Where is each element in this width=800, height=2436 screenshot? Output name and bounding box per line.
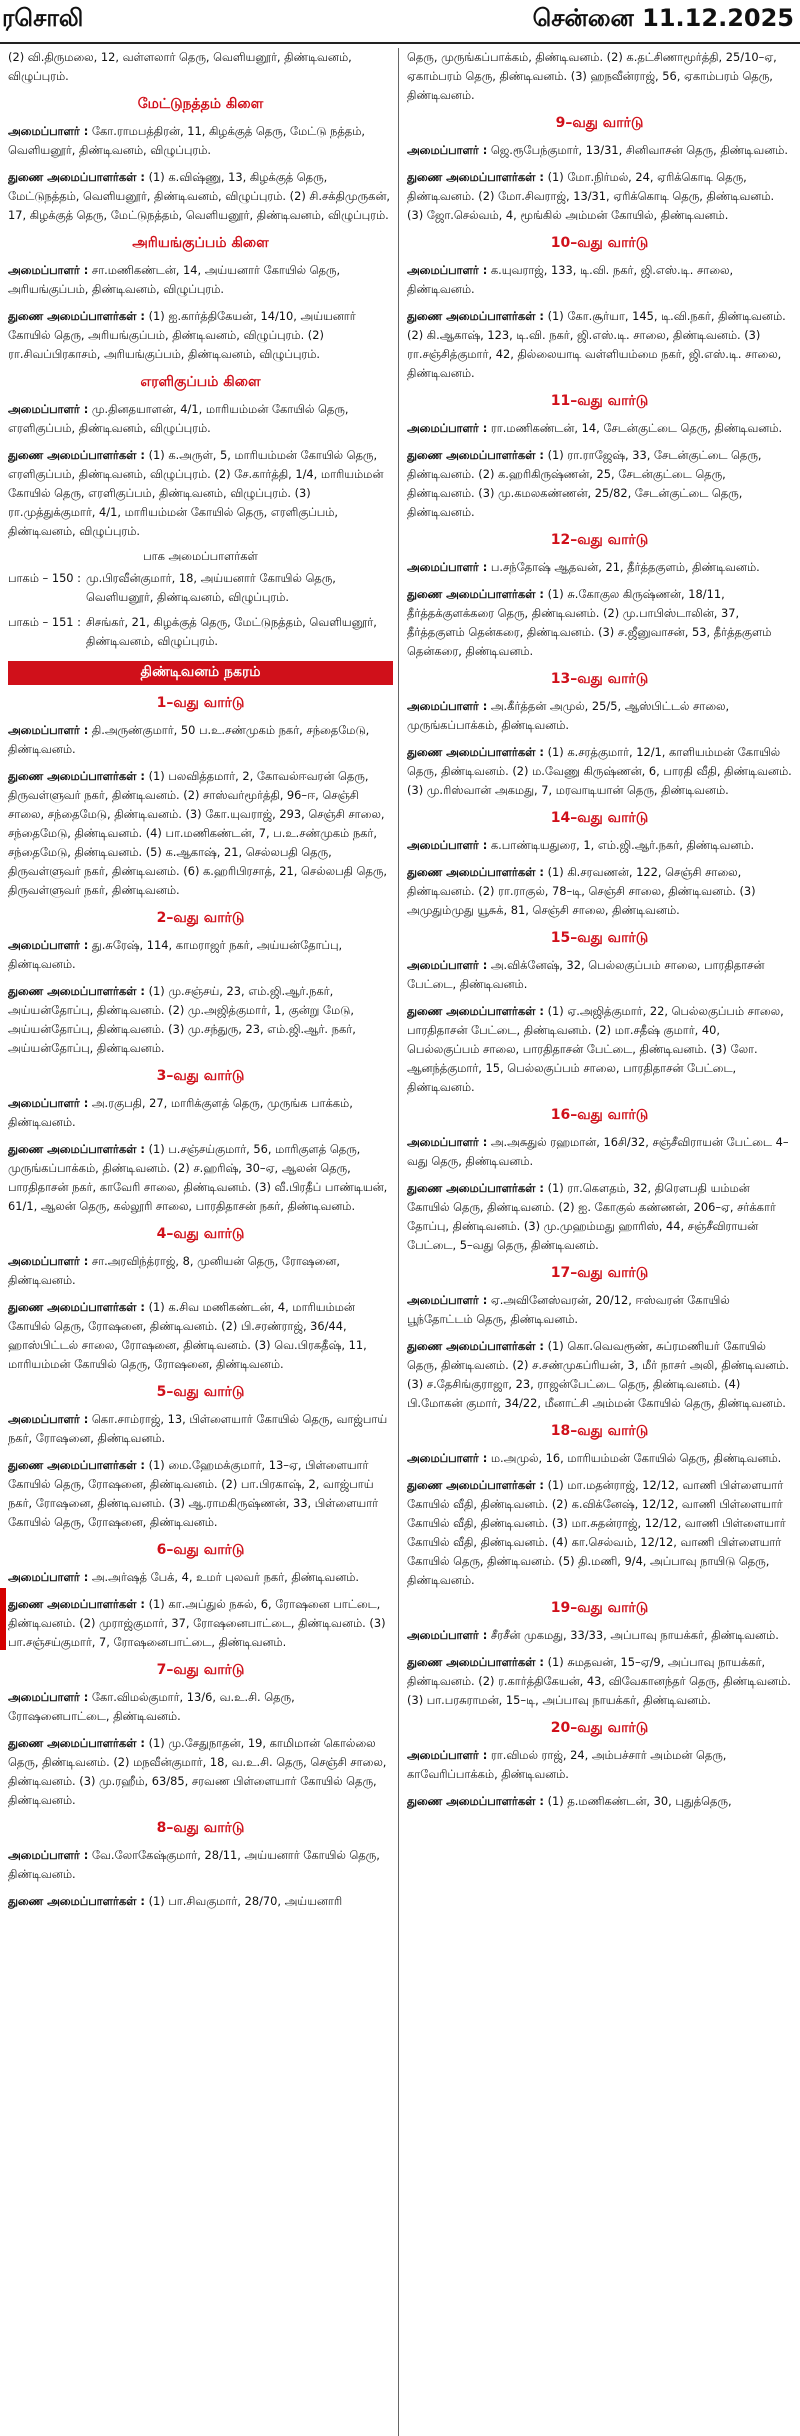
member-entry (407, 558, 792, 577)
section-heading: 9–வது வார்டு (555, 115, 644, 131)
entry-text: (1) ஏ.அஜித்குமார், 22, பெல்லகுப்பம் சாலை, பாரதிதாசன் பேட்டை, திண்டிவனம். (2) மா.சதீஷ் குமார், 40, பெல்லகுப்பம் சாலை, பாரதிதாசன் பேட்டை, திண்டிவனம். (3) லோ. ஆனந்த்குமார், 15, பெல்லகுப்பம் சாலை, பாரதிதாசன் பேட்டை, திண்டிவனம். (407, 1004, 784, 1094)
entry-text: சீரசீன் முகமது, 33/33, அப்பாவு நாயக்கர், திண்டிவனம். (490, 1628, 779, 1642)
entry-text: சா.மணிகண்டன், 14, அய்யனார் கோயில் தெரு, அரியங்குப்பம், திண்டிவனம், விழுப்புரம். (8, 263, 341, 296)
entry-text: ரா.விமல் ராஜ், 24, அம்பச்சார் அம்மன் தெரு, காவேரிப்பாக்கம், திண்டிவனம். (407, 1748, 727, 1781)
member-entry (407, 743, 792, 800)
role-label: துணை அமைப்பாளர்கள் : (8, 984, 145, 998)
entry-text: தெரு, முருங்கப்பாக்கம், திண்டிவனம். (2) க.தட்சிணாமூர்த்தி, 25/10–ஏ, ஏகாம்பரம் தெரு, திண்டிவனம். (3) ஹநவீன்ராஜ், 56, ஏகாம்பரம் தெரு, திண்டிவனம். (407, 50, 777, 102)
member-entry (8, 1595, 393, 1652)
role-label: அமைப்பாளர் : (8, 263, 89, 277)
entry-text: (1) க.விஷ்ணு, 13, கிழக்குத் தெரு, மேட்டுநத்தம், வெளியனூர், திண்டிவனம், விழுப்புரம். (2) சி.சக்திமுருகன், 17, கிழக்குத் தெரு, மேட்டுநத்தம், வெளியனூர், திண்டிவனம், விழுப்புரம். (8, 170, 391, 222)
entry-text: (1) க.சிவ மணிகண்டன், 4, மாரியம்மன் கோயில் தெரு, ரோஷனை, திண்டிவனம். (2) பி.சரண்ராஜ், 36/44, ஹாஸ்பிட்டல் சாலை, ரோஷனை, திண்டிவனம். (3) வெ.பிரகதீஷ், 11, மாரியம்மன் கோயில் தெரு, ரோஷனை, திண்டிவனம். (8, 1300, 367, 1371)
section-heading: 13–வது வார்டு (550, 671, 649, 687)
edition-date: சென்னை 11.12.2025 (532, 4, 794, 32)
section-heading: 18–வது வார்டு (550, 1423, 649, 1439)
role-label: துணை அமைப்பாளர்கள் : (8, 170, 145, 184)
entry-text: சா.அரவிந்த்ராஜ், 8, முனியன் தெரு, ரோஷனை, திண்டிவனம். (8, 1254, 340, 1287)
entry-text: அ.விக்னேஷ், 32, பெல்லகுப்பம் சாலை, பாரதிதாசன் பேட்டை, திண்டிவனம். (407, 958, 765, 991)
entry-text: (1) கா.அப்துல் நசுல், 6, ரோஷனை பாட்டை, திண்டிவனம். (2) முராஜ்குமார், 37, ரோஷனைபாட்டை, திண்டிவனம். (3) பா.சஞ்சய்குமார், 7, ரோஷனைபாட்டை, திண்டிவனம். (8, 1597, 386, 1649)
role-label: அமைப்பாளர் : (8, 1690, 89, 1704)
role-label: அமைப்பாளர் : (8, 124, 89, 138)
role-label: அமைப்பாளர் : (407, 1451, 488, 1465)
role-label: அமைப்பாளர் : (8, 1570, 89, 1584)
entry-text: மு.தினதயாளன், 4/1, மாரியம்மன் கோயில் தெரு, எரளிகுப்பம், திண்டிவனம், விழுப்புரம். (8, 402, 349, 435)
member-entry (407, 1337, 792, 1413)
role-label: அமைப்பாளர் : (8, 1096, 89, 1110)
member-entry (8, 1734, 393, 1810)
column-divider (398, 48, 399, 2436)
entry-text: (1) கோ.சூர்யா, 145, டி.வி.நகர், திண்டிவனம். (2) கி.ஆகாஷ், 123, டி.வி. நகர், ஜி.எஸ்.டி. சாலை, திண்டிவனம். (3) ரா.சஞ்சித்குமார், 42, தில்லையாடி வள்ளியம்மை நகர், ஜி.எஸ்.டி. சாலை, திண்டிவனம். (407, 309, 786, 380)
role-label: அமைப்பாளர் : (8, 723, 89, 737)
member-entry (407, 1179, 792, 1255)
entry-text: கொ.சாம்ராஜ், 13, பிள்ளையார் கோயில் தெரு, வாஜ்பாய் நகர், ரோஷனை, திண்டிவனம். (8, 1412, 388, 1445)
role-label: துணை அமைப்பாளர்கள் : (8, 1300, 145, 1314)
role-label: அமைப்பாளர் : (407, 1135, 488, 1149)
section-heading: 12–வது வார்டு (550, 532, 649, 548)
entry-text: (1) கொ.வெவரூண், சுப்ரமணியர் கோயில் தெரு, திண்டிவனம். (2) ச.சண்முகப்ரியன், 3, மீர் நாசர் அலி, திண்டிவனம். (3) ச.தேசிங்குராஜா, 23, ராஜன்பேட்டை தெரு, திண்டிவனம். (4) பி.மோகன் குமார், 34/22, மீனாட்சி அம்மன் கோயில் தெரு, திண்டிவனம். (407, 1339, 790, 1410)
member-entry (407, 168, 792, 225)
role-label: துணை அமைப்பாளர்கள் : (407, 745, 544, 759)
member-entry (407, 419, 792, 438)
entry-text: (1) பலவித்தமார், 2, கோவல்ஈவரன் தெரு, திருவள்ளுவர் நகர், திண்டிவனம். (2) சாஸ்வர்மூர்த்தி, 96–ஈ, செஞ்சி சாலை, சந்தைமேடு, திண்டிவனம். (3) கோ.யுவராஜ், 293, செஞ்சி சாலை, சந்தைமேடு, திண்டிவனம். (4) பா.மணிகண்டன், 7, ப.உ.சண்முகம் நகர், சந்தைமேடு, திண்டிவனம். (5) க.ஆகாஷ், 21, செல்லபதி தெரு, திருவள்ளுவர் நகர், திண்டிவனம். (6) க.ஹரிபிரசாத், 21, செல்லபதி தெரு, திருவள்ளுவர் நகர், திண்டிவனம். (8, 769, 387, 897)
role-label: அமைப்பாளர் : (8, 1848, 89, 1862)
member-entry (407, 261, 792, 299)
member-entry (8, 721, 393, 759)
entry-text: கோ.ராமபத்திரன், 11, கிழக்குத் தெரு, மேட்டு நத்தம், வெளியனூர், திண்டிவனம், விழுப்புரம். (8, 124, 365, 157)
entry-text: (1) மு.சேதுநாதன், 19, காமிமான் கொல்லை தெரு, திண்டிவனம். (2) மநவீன்குமார், 18, வ.உ.சி. தெரு, செஞ்சி சாலை, திண்டிவனம். (3) மு.ரஹீம், 63/85, சரவண பிள்ளையார் கோயில் தெரு, திண்டிவனம். (8, 1736, 387, 1807)
role-label: துணை அமைப்பாளர்கள் : (407, 170, 544, 184)
newspaper-header (0, 0, 800, 44)
member-entry (407, 1291, 792, 1329)
section-heading: 8–வது வார்டு (156, 1820, 245, 1836)
member-entry (407, 1002, 792, 1097)
part-number: பாகம் – 150 : (8, 571, 82, 585)
role-label: துணை அமைப்பாளர்கள் : (407, 1339, 544, 1353)
member-entry (8, 1410, 393, 1448)
entry-text: அ.ரகுபதி, 27, மாரிக்குளத் தெரு, முருங்க பாக்கம், திண்டிவனம். (8, 1096, 353, 1129)
member-entry (8, 1568, 393, 1587)
part-entry (8, 613, 393, 651)
entry-text: (1) மோ.நிர்மல், 24, ஏரிக்கொடி தெரு, திண்டிவனம். (2) மோ.சிவராஜ், 13/31, ஏரிக்கொடி தெரு, திண்டிவனம். (3) ஜோ.செல்வம், 4, மூங்கில் அம்மன் கோயில், திண்டிவனம். (407, 170, 775, 222)
member-entry (8, 1298, 393, 1374)
entry-text: தி.அருண்குமார், 50 ப.உ.சண்முகம் நகர், சந்தைமேடு, திண்டிவனம். (8, 723, 370, 756)
section-heading: 16–வது வார்டு (550, 1107, 649, 1123)
role-label: துணை அமைப்பாளர்கள் : (407, 309, 544, 323)
role-label: துணை அமைப்பாளர்கள் : (8, 1142, 145, 1156)
entry-text: கோ.விமல்குமார், 13/6, வ.உ.சி. தெரு, ரோஷனைபாட்டை, திண்டிவனம். (8, 1690, 295, 1723)
member-entry (407, 1449, 792, 1468)
entry-text: ஏ.அவினேஸ்வரன், 20/12, ஈஸ்வரன் கோயில் பூந்தோட்டம் தெரு, திண்டிவனம். (407, 1293, 730, 1326)
member-entry (8, 1252, 393, 1290)
part-member: மு.பிரவீன்குமார், 18, அய்யனார் கோயில் தெரு, வெளியனூர், திண்டிவனம், விழுப்புரம். (86, 571, 336, 604)
entry-text: வே.லோகேஷ்குமார், 28/11, அய்யனார் கோயில் தெரு, திண்டிவனம். (8, 1848, 380, 1881)
member-entry (407, 956, 792, 994)
entry-text: அ.அசுதுல் ரஹமான், 16சி/32, சஞ்சீவிராயன் பேட்டை 4–வது தெரு, திண்டிவனம். (407, 1135, 789, 1168)
entry-text: (1) க.சரத்குமார், 12/1, காளியம்மன் கோயில் தெரு, திண்டிவனம். (2) ம.வேணு கிருஷ்ணன், 6, பாரதி வீதி, திண்டிவனம். (3) மு.ரிஸ்வான் அகமது, 7, மரவாடியான் தெரு, திண்டிவனம். (407, 745, 792, 797)
role-label: துணை அமைப்பாளர்கள் : (407, 587, 544, 601)
part-entry (8, 569, 393, 607)
member-entry (407, 1746, 792, 1784)
member-entry (8, 1456, 393, 1532)
member-entry (8, 1846, 393, 1884)
role-label: துணை அமைப்பாளர்கள் : (8, 1894, 145, 1908)
entry-text: (1) த.மணிகண்டன், 30, புதுத்தெரு, (547, 1794, 732, 1808)
role-label: அமைப்பாளர் : (407, 699, 488, 713)
entry-text: க.பாண்டியதுரை, 1, எம்.ஜி.ஆர்.நகர், திண்டிவனம். (490, 838, 755, 852)
role-label: அமைப்பாளர் : (407, 560, 488, 574)
section-heading: 17–வது வார்டு (550, 1265, 649, 1281)
section-heading: 15–வது வார்டு (550, 930, 649, 946)
section-heading: 5–வது வார்டு (156, 1384, 245, 1400)
role-label: துணை அமைப்பாளர்கள் : (407, 1478, 544, 1492)
entry-text: (1) கி.சரவணன், 122, செஞ்சி சாலை, திண்டிவனம். (2) ரா.ராகுல், 78–டி, செஞ்சி சாலை, திண்டிவனம். (3) அமுதும்முது யூசுக், 81, செஞ்சி சாலை, திண்டிவனம். (407, 865, 756, 917)
entry-text: (1) ரா.கௌதம், 32, திரௌபதி யம்மன் கோயில் தெரு, திண்டிவனம். (2) ஐ. கோகுல் கண்ணன், 206–ஏ, சர்க்கார் தோப்பு, திண்டிவனம். (3) மு.முஹம்மது ஹாரிஸ், 44, சஞ்சீவிராயன் பேட்டை, 5–வது தெரு, திண்டிவனம். (407, 1181, 776, 1252)
role-label: துணை அமைப்பாளர்கள் : (8, 1458, 145, 1472)
left-column (8, 48, 393, 2436)
member-entry (8, 1688, 393, 1726)
member-entry (407, 585, 792, 661)
member-entry (407, 446, 792, 522)
entry-text: (1) ஐ.கார்த்திகேயன், 14/10, அய்யனார் கோயில் தெரு, அரியங்குப்பம், திண்டிவனம், விழுப்புரம். (2) ரா.சிவப்பிரகாசம், அரியங்குப்பம், திண்டிவனம், விழுப்புரம். (8, 309, 356, 361)
section-heading: 19–வது வார்டு (550, 1600, 649, 1616)
role-label: துணை அமைப்பாளர்கள் : (8, 1597, 145, 1611)
member-entry (8, 400, 393, 438)
section-heading: 7–வது வார்டு (156, 1662, 245, 1678)
entry-text: ம.அமுல், 16, மாரியம்மன் கோயில் தெரு, திண்டிவனம். (490, 1451, 782, 1465)
member-entry (407, 697, 792, 735)
member-entry (8, 936, 393, 974)
member-entry (8, 982, 393, 1058)
role-label: துணை அமைப்பாளர்கள் : (407, 1004, 544, 1018)
entry-text: (2) வி.திருமலை, 12, வள்ளலார் தெரு, வெளியனூர், திண்டிவனம், விழுப்புரம். (8, 50, 352, 83)
entry-text: (1) ப.சஞ்சய்குமார், 56, மாரிகுளத் தெரு, முருங்கப்பாக்கம், திண்டிவனம். (2) ச.ஹரிஷ், 30–ஏ, ஆலன் தெரு, பாரதிதாசன் நகர், காவேரி சாலை, திண்டிவனம். (3) வீ.பிரதீப் பாண்டியன், 61/1, ஆலன் தெரு, கல்லூரி சாலை, பாரதிதாசன் நகர், திண்டிவனம். (8, 1142, 388, 1213)
member-entry (407, 1476, 792, 1590)
section-heading: 11–வது வார்டு (550, 393, 649, 409)
role-label: துணை அமைப்பாளர்கள் : (407, 1181, 544, 1195)
entry-text: (1) ரா.ராஜேஷ், 33, சேடன்குட்டை தெரு, திண்டிவனம். (2) க.ஹரிகிருஷ்ணன், 25, சேடன்குட்டை தெரு, திண்டிவனம். (3) மு.கமலகண்ணன், 25/82, சேடன்குட்டை தெரு, திண்டிவனம். (407, 448, 762, 519)
member-entry (8, 48, 393, 86)
role-label: துணை அமைப்பாளர்கள் : (8, 1736, 145, 1750)
member-entry (407, 863, 792, 920)
entry-text: அ.அர்ஷத் பேக், 4, உமர் புலவர் நகர், திண்டிவனம். (91, 1570, 360, 1584)
entry-text: அ.கீர்த்தன் அமுல், 25/5, ஆஸ்பிட்டல் சாலை, முருங்கப்பாக்கம், திண்டிவனம். (407, 699, 730, 732)
entry-text: ரா.மணிகண்டன், 14, சேடன்குட்டை தெரு, திண்டிவனம். (490, 421, 783, 435)
section-heading: 20–வது வார்டு (550, 1720, 649, 1736)
role-label: அமைப்பாளர் : (407, 143, 488, 157)
member-entry (407, 1653, 792, 1710)
role-label: அமைப்பாளர் : (407, 1293, 488, 1307)
margin-marker (0, 1588, 6, 1650)
part-member: சிசங்கர், 21, கிழக்குத் தெரு, மேட்டுநத்தம், வெளியனூர், திண்டிவனம், விழுப்புரம். (86, 615, 377, 648)
section-heading: எரளிகுப்பம் கிளை (140, 374, 261, 390)
role-label: துணை அமைப்பாளர்கள் : (407, 448, 544, 462)
entry-text: (1) சு.கோகுல கிருஷ்ணன், 18/11, தீர்த்தக்குளக்கரை தெரு, திண்டிவனம். (2) மு.பாபிஸ்டாலின், 37, தீர்த்தகுளம் தென்கரை, திண்டிவனம். (3) ச.ஜீனுவாசன், 53, தீர்த்தகுளம் தென்கரை, திண்டிவனம். (407, 587, 772, 658)
section-heading: 14–வது வார்டு (550, 810, 649, 826)
entry-text: து.சுரேஷ், 114, காமராஜர் நகர், அய்யன்தோப்பு, திண்டிவனம். (8, 938, 343, 971)
member-entry (8, 261, 393, 299)
role-label: அமைப்பாளர் : (407, 958, 488, 972)
member-entry (8, 767, 393, 900)
role-label: அமைப்பாளர் : (8, 1412, 89, 1426)
town-banner: திண்டிவனம் நகரம் (8, 661, 393, 685)
member-entry (8, 307, 393, 364)
section-heading: 4–வது வார்டு (156, 1226, 245, 1242)
role-label: அமைப்பாளர் : (407, 838, 488, 852)
section-heading: 2–வது வார்டு (156, 910, 245, 926)
article-columns (0, 48, 800, 2436)
role-label: அமைப்பாளர் : (407, 421, 488, 435)
entry-text: (1) மு.சஞ்சய், 23, எம்.ஜி.ஆர்.நகர், அய்யன்தோப்பு, திண்டிவனம். (2) மு.அஜித்குமார், 1, குன்று மேடு, அய்யன்தோப்பு, திண்டிவனம். (3) மு.சந்துரு, 23, எம்.ஜி.ஆர். நகர், அய்யன்தோப்பு, திண்டிவனம். (8, 984, 356, 1055)
role-label: அமைப்பாளர் : (407, 1748, 488, 1762)
role-label: அமைப்பாளர் : (8, 402, 89, 416)
section-heading: 1–வது வார்டு (156, 695, 245, 711)
member-entry (8, 168, 393, 225)
member-entry (407, 1792, 792, 1811)
entry-text: (1) பா.சிவகுமார், 28/70, அய்யனாரி (148, 1894, 343, 1908)
entry-text: (1) மா.மதன்ராஜ், 12/12, வாணி பிள்ளையார் கோயில் வீதி, திண்டிவனம். (2) க.விக்னேஷ், 12/12, வாணி பிள்ளையார் கோயில் வீதி, திண்டிவனம். (3) மா.சுதன்ராஜ், 12/12, வாணி பிள்ளையார் கோயில் வீதி, திண்டிவனம். (4) கா.செல்வம், 12/12, வாணி பிள்ளையார் கோயில் தெரு, திண்டிவனம். (5) தி.மணி, 9/4, அப்பாவு நாயிடு தெரு, திண்டிவனம். (407, 1478, 786, 1587)
member-entry (8, 1094, 393, 1132)
entry-text: க.யுவராஜ், 133, டி.வி. நகர், ஜி.எஸ்.டி. சாலை, திண்டிவனம். (407, 263, 734, 296)
entry-text: (1) சுமதவன், 15–ஏ/9, அப்பாவு நாயக்கர், திண்டிவனம். (2) ர.கார்த்திகேயன், 43, விவேகானந்தர் தெரு, திண்டிவனம். (3) பா.பரசுராமன், 15–டி, அப்பாவு நாயக்கர், திண்டிவனம். (407, 1655, 791, 1707)
masthead-name: ரசொலி (2, 4, 84, 32)
role-label: அமைப்பாளர் : (8, 1254, 89, 1268)
entry-text: (1) மை.ஹேமக்குமார், 13–ஏ, பிள்ளையார் கோயில் தெரு, ரோஷனை, திண்டிவனம். (2) பா.பிரகாஷ், 2, வாஜ்பாய் நகர், ரோஷனை, திண்டிவனம். (3) ஆ.ராமகிருஷ்ணன், 33, பிள்ளையார் கோயில் தெரு, ரோஷனை, திண்டிவனம். (8, 1458, 379, 1529)
role-label: துணை அமைப்பாளர்கள் : (407, 1655, 544, 1669)
member-entry (8, 122, 393, 160)
member-entry (407, 1133, 792, 1171)
member-entry (8, 446, 393, 541)
entry-text: ஜெ.ரூபேந்குமார், 13/31, சினிவாசன் தெரு, திண்டிவனம். (490, 143, 788, 157)
member-entry (8, 1892, 393, 1911)
section-heading: மேட்டுநத்தம் கிளை (137, 96, 264, 112)
role-label: துணை அமைப்பாளர்கள் : (407, 1794, 544, 1808)
part-heading: பாக அமைப்பாளர்கள் (143, 549, 258, 563)
section-heading: அரியங்குப்பம் கிளை (132, 235, 269, 251)
role-label: துணை அமைப்பாளர்கள் : (8, 448, 145, 462)
member-entry (8, 1140, 393, 1216)
section-heading: 10–வது வார்டு (550, 235, 649, 251)
member-entry (407, 836, 792, 855)
role-label: துணை அமைப்பாளர்கள் : (8, 309, 145, 323)
section-heading: 6–வது வார்டு (156, 1542, 245, 1558)
role-label: துணை அமைப்பாளர்கள் : (8, 769, 145, 783)
role-label: அமைப்பாளர் : (407, 1628, 488, 1642)
role-label: துணை அமைப்பாளர்கள் : (407, 865, 544, 879)
member-entry (407, 307, 792, 383)
part-number: பாகம் – 151 : (8, 615, 82, 629)
entry-text: ப.சந்தோஷ் ஆதவன், 21, தீர்த்தகுளம், திண்டிவனம். (490, 560, 760, 574)
member-entry (407, 1626, 792, 1645)
member-entry (407, 48, 792, 105)
right-column (407, 48, 792, 2436)
member-entry (407, 141, 792, 160)
role-label: அமைப்பாளர் : (8, 938, 89, 952)
section-heading: 3–வது வார்டு (156, 1068, 245, 1084)
entry-text: (1) க.அருள், 5, மாரியம்மன் கோயில் தெரு, எரளிகுப்பம், திண்டிவனம், விழுப்புரம். (2) சே.கார்த்தி, 1/4, மாரியம்மன் கோயில் தெரு, எரளிகுப்பம், திண்டிவனம், விழுப்புரம். (3) ரா.முத்துக்குமார், 4/1, மாரியம்மன் கோயில் தெரு, எரளிகுப்பம், திண்டிவனம், விழுப்புரம். (8, 448, 384, 538)
role-label: அமைப்பாளர் : (407, 263, 488, 277)
